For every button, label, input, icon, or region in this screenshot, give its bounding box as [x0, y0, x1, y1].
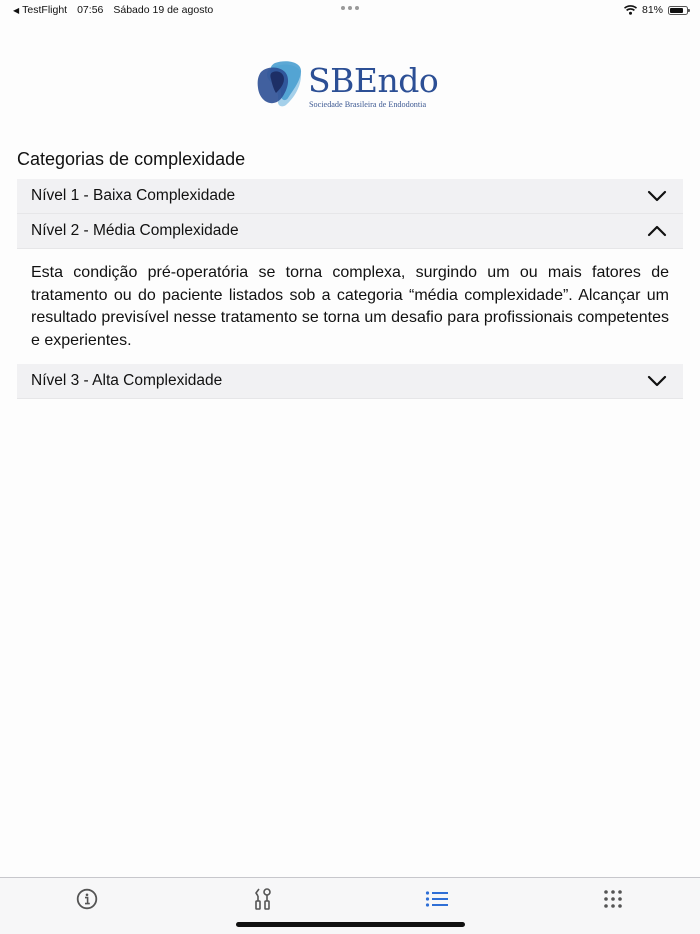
list-icon: [425, 889, 449, 909]
info-icon: [76, 888, 98, 910]
back-arrow-icon: ◀: [13, 5, 20, 15]
logo-mark-icon: [257, 60, 307, 110]
chevron-down-icon[interactable]: [647, 375, 667, 387]
accordion-body-level-2: Esta condição pré-operatória se torna complexa, surgindo um ou mais fatores de tratamento ou do paciente listados sob a categoria “média complexidade”. Alcançar um resultado previsível nesse tratamento se torna um desafio para profissionais competentes e experientes.: [31, 264, 669, 349]
dental-tools-icon: [252, 887, 274, 911]
page-title: Categorias de complexidade: [17, 149, 246, 169]
status-bar: [0, 0, 700, 20]
accordion-title: Nível 3 - Alta Complexidade: [31, 372, 223, 389]
battery-percent: 81%: [641, 4, 663, 16]
logo-wordmark: SBEndo: [308, 61, 439, 100]
battery-icon: [668, 6, 688, 15]
wifi-icon: [624, 5, 637, 15]
back-app-label: TestFlight: [22, 4, 68, 16]
tab-tools[interactable]: [250, 886, 276, 912]
grid-icon: [603, 889, 623, 909]
accordion-header-level-2[interactable]: [17, 214, 683, 249]
sbendo-logo: [257, 60, 447, 112]
status-date: Sábado 19 de agosto: [113, 4, 214, 16]
complexity-accordion: [17, 179, 683, 399]
accordion-title: Nível 2 - Média Complexidade: [31, 222, 239, 239]
home-indicator[interactable]: [236, 922, 465, 927]
accordion-item-level-2: [17, 214, 683, 364]
tab-info[interactable]: [74, 886, 100, 912]
status-time: 07:56: [77, 4, 104, 16]
back-to-app-button[interactable]: [13, 4, 67, 16]
chevron-down-icon[interactable]: [647, 190, 667, 202]
accordion-header-level-1[interactable]: [17, 179, 683, 214]
tab-menu[interactable]: [600, 886, 626, 912]
tab-list[interactable]: [424, 886, 450, 912]
accordion-title: Nível 1 - Baixa Complexidade: [31, 187, 236, 204]
accordion-item-level-1: [17, 179, 683, 214]
multitasking-dots-icon[interactable]: [341, 3, 359, 10]
accordion-header-level-3[interactable]: [17, 364, 683, 399]
accordion-item-level-3: [17, 364, 683, 399]
logo-subtitle: Sociedade Brasileira de Endodontia: [309, 100, 427, 109]
chevron-up-icon[interactable]: [647, 225, 667, 237]
tab-bar: [0, 877, 700, 934]
